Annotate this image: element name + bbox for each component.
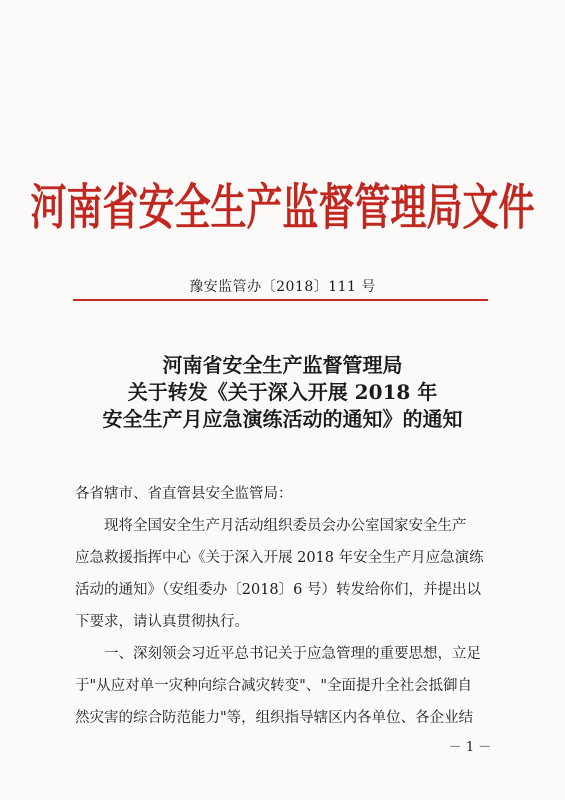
page-number: － 1 －	[448, 740, 492, 755]
title-line-1: 河南省安全生产监督管理局	[162, 353, 403, 377]
body-line: 于"从应对单一灾种向综合减灾转变"、"全面提升全社会抵御自	[75, 678, 473, 694]
masthead-title: 河南省安全生产监督管理局文件	[30, 179, 535, 237]
body-line: 现将全国安全生产月活动组织委员会办公室国家安全生产	[104, 518, 467, 534]
document-body	[75, 478, 495, 734]
body-line: 应急救援指挥中心《关于深入开展 2018 年安全生产月应急演练	[75, 550, 484, 566]
title-line-2: 关于转发《关于深入开展 2018 年	[127, 380, 438, 404]
document-number: 豫安监管办〔2018〕111 号	[189, 279, 376, 295]
document-title	[0, 352, 565, 433]
red-separator-line	[73, 299, 488, 301]
title-line-3: 安全生产月应急演练活动的通知》的通知	[102, 407, 463, 431]
salutation: 各省辖市、省直管县安全监管局：	[75, 486, 293, 502]
body-line: 一、深刻领会习近平总书记关于应急管理的重要思想，立足	[104, 646, 481, 662]
body-line: 活动的通知》（安组委办〔2018〕6 号）转发给你们，并提出以	[75, 582, 481, 598]
body-line: 下要求，请认真贯彻执行。	[75, 614, 249, 630]
body-line: 然灾害的综合防范能力"等，组织指导辖区内各单位、各企业结	[75, 710, 474, 726]
